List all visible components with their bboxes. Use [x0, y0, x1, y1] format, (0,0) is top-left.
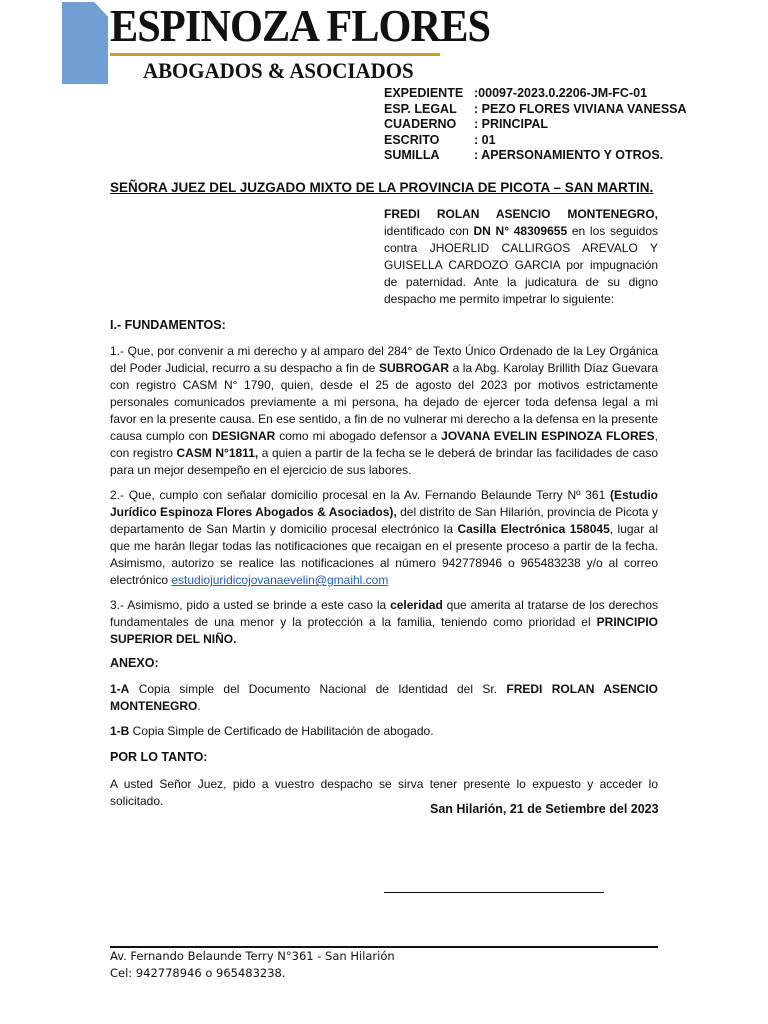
paragraph-2: 2.- Que, cumplo con señalar domicilio procesal en la Av. Fernando Belaunde Terry Nº 361 (Estudio Jurídico Espinoza Flores Abogados & Asociados), del distrito de San Hilarión, provincia de Picota y departamento de San Martin y domicilio procesal electrónico la Casilla Electrónica 158045, lugar al que me harán llegar todas las notificaciones que recaigan en el presente proceso a partir de la fecha. Asimismo, autorizo se realice las notificaciones al número 942778946 o 965483238 y/o al correo electrónico estudiojuridicojovanaevelin@gmaihl.com	[110, 488, 659, 587]
case-info-row: EXPEDIENTE :00097-2023.0.2206-JM-FC-01	[384, 86, 648, 100]
fundamentos-heading: I.- FUNDAMENTOS:	[110, 318, 226, 332]
footer-phone: Cel: 942778946 o 965483238.	[110, 966, 286, 980]
case-info-row: CUADERNO : PRINCIPAL	[384, 117, 549, 132]
footer	[110, 948, 395, 982]
case-info	[384, 86, 687, 164]
anexo-item-1a: 1-A Copia simple del Documento Nacional de Identidad del Sr. FREDI ROLAN ASENCIO MONTENEGRO.	[110, 682, 658, 713]
addressee: SEÑORA JUEZ DEL JUZGADO MIXTO DE LA PROVINCIA DE PICOTA – SAN MARTIN.	[110, 180, 654, 195]
paragraph-3: 3.- Asimismo, pido a usted se brinde a este caso la celeridad que amerita al tratarse de los derechos fundamentales de una menor y la protección a la familia, teniendo como prioridad el PRINCIPIO SUPERIOR DEL NIÑO.	[110, 598, 658, 646]
anexo-heading: ANEXO:	[110, 656, 159, 670]
logo-shape	[62, 2, 108, 84]
paragraph-1: 1.- Que, por convenir a mi derecho y al amparo del 284° de Texto Único Ordenado de la Ley Orgánica del Poder Judicial, recurro a su despacho a fin de SUBROGAR a la Abg. Karolay Brillith Díaz Guevara con registro CASM N° 1790, quien, desde el 25 de agosto del 2023 por motivos estrictamente personales comunicados previamente a mi persona, ha dejado de ejercer toda defensa legal a mi favor en la presente causa. En ese sentido, a fin de no vulnerar mi derecho a la defensa en la presente causa cumplo con DESIGNAR como mi abogado defensor a JOVANA EVELIN ESPINOZA FLORES, con registro CASM N°1811, a quien a partir de la fecha se le deberá de brindar las facilidades de caso para un mejor desempeño en el ejercicio de sus labores.	[110, 344, 659, 477]
case-info-row: ESP. LEGAL : PEZO FLORES VIVIANA VANESSA	[384, 101, 687, 116]
email-link[interactable]: estudiojuridicojovanaevelin@gmaihl.com	[171, 573, 389, 587]
firm-subtitle: ABOGADOS & ASOCIADOS	[143, 58, 414, 83]
firm-name: ESPINOZA FLORES	[110, 0, 491, 51]
anexo-item-1b: 1-B Copia Simple de Certificado de Habilitación de abogado.	[110, 724, 434, 738]
closing-paragraph: A usted Señor Juez, pido a vuestro despacho se sirva tener presente lo expuesto y acceder lo solicitado.	[110, 777, 658, 808]
date-line: San Hilarión, 21 de Setiembre del 2023	[430, 802, 659, 816]
brand-divider	[110, 53, 440, 56]
footer-address: Av. Fernando Belaunde Terry N°361 - San Hilarión	[110, 949, 395, 963]
intro-paragraph: FREDI ROLAN ASENCIO MONTENEGRO, identificado con DN N° 48309655 en los seguidos contra JHOERLID CALLIRGOS AREVALO Y GUISELLA CARDOZO GARCIA por impugnación de paternidad. Ante la judicatura de su digno despacho me permito impetrar lo siguiente:	[384, 207, 658, 306]
case-info-row: ESCRITO : 01	[384, 132, 496, 147]
signature-line	[384, 892, 604, 893]
case-info-row: SUMILLA : APERSONAMIENTO Y OTROS.	[384, 148, 664, 163]
por-lo-tanto-heading: POR LO TANTO:	[110, 750, 208, 764]
